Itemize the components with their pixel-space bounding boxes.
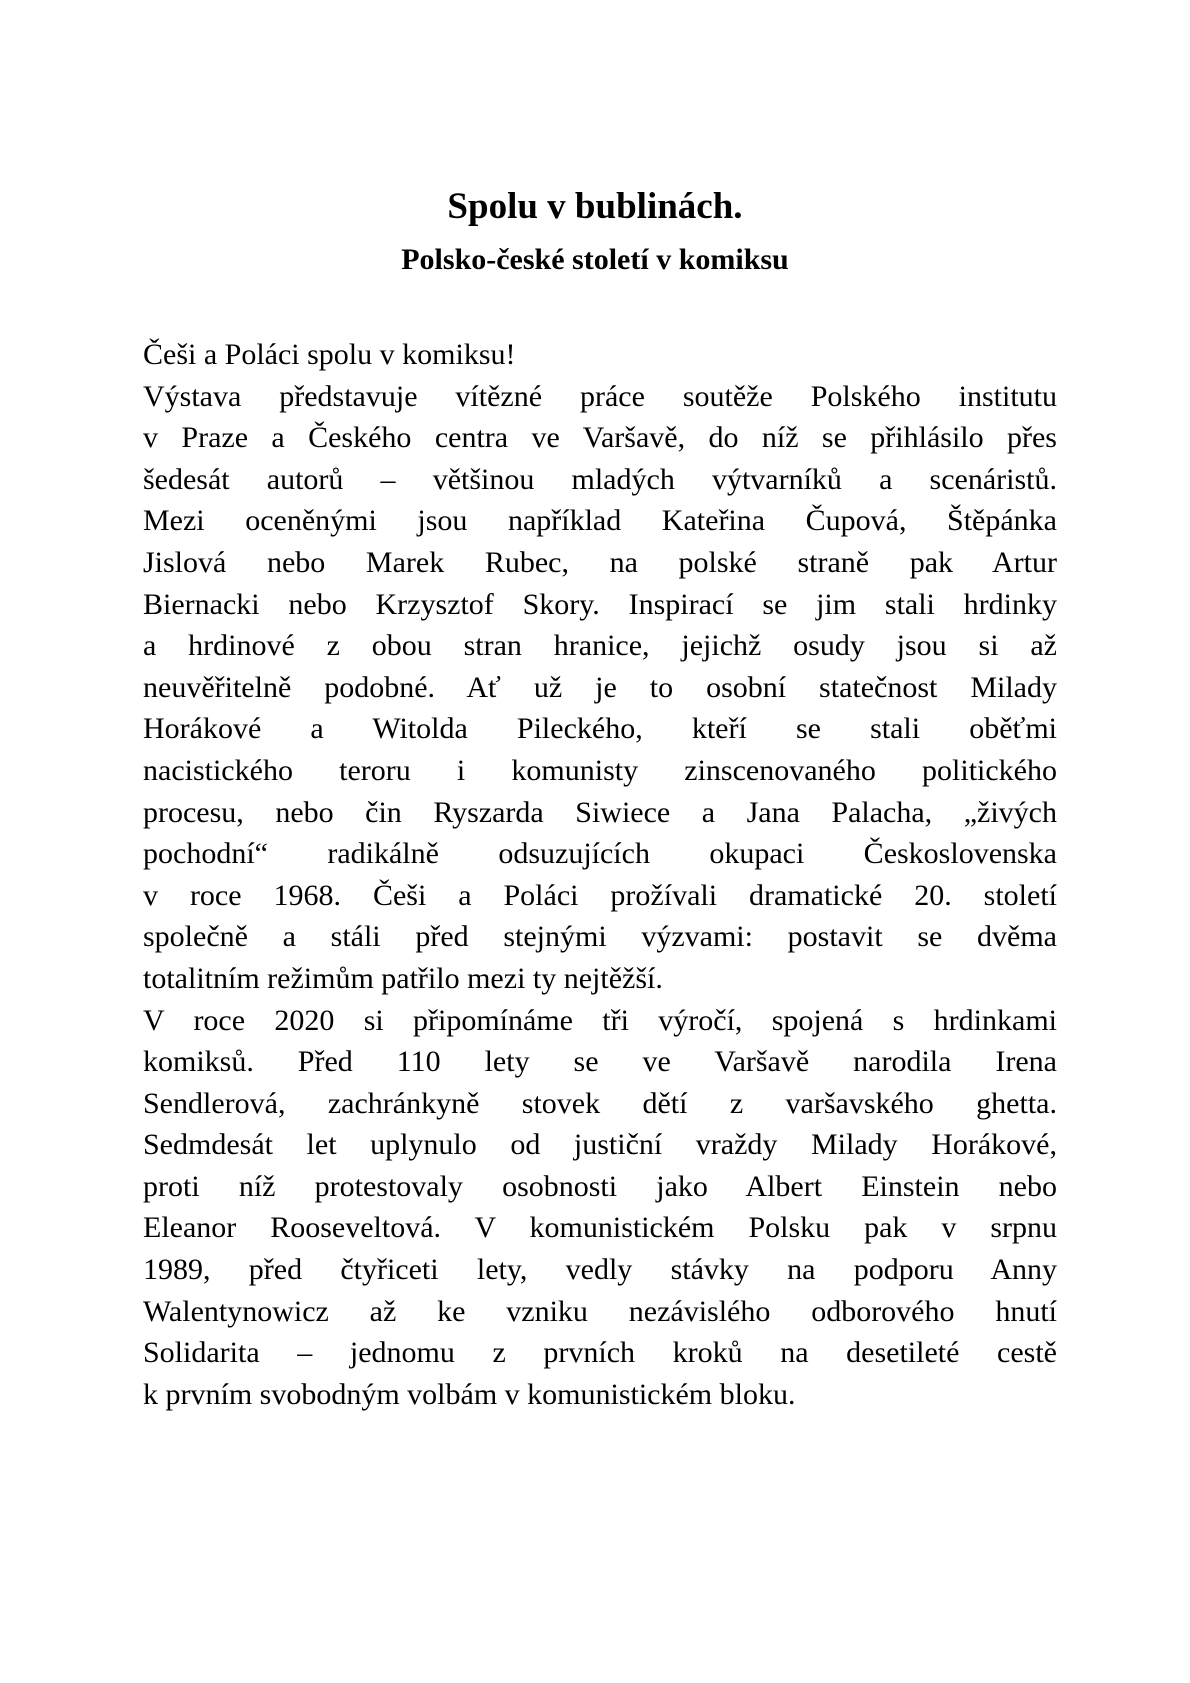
text-line: Walentynowicz až ke vzniku nezávislého odborového hnutí (143, 1294, 1057, 1328)
text-line: k prvním svobodným volbám v komunistickém bloku. (143, 1377, 796, 1411)
text-line: proti níž protestovaly osobnosti jako Albert Einstein nebo (143, 1169, 1057, 1203)
text-line: Mezi oceněnými jsou například Kateřina Čupová, Štěpánka (143, 504, 1057, 538)
text-line: Výstava představuje vítězné práce soutěže Polského institutu (143, 379, 1057, 413)
text-line: totalitním režimům patřilo mezi ty nejtěžší. (143, 961, 663, 995)
document-title: Spolu v bublinách. (447, 186, 743, 227)
body-text (143, 334, 1057, 1415)
text-line: a hrdinové z obou stran hranice, jejichž osudy jsou si až (143, 629, 1057, 663)
text-line: Eleanor Rooseveltová. V komunistickém Polsku pak v srpnu (143, 1211, 1057, 1245)
text-line: společně a stáli před stejnými výzvami: postavit se dvěma (143, 920, 1057, 954)
text-line: procesu, nebo čin Ryszarda Siwiece a Jana Palacha, „živých (143, 795, 1057, 829)
text-line: neuvěřitelně podobné. Ať už je to osobní statečnost Milady (143, 670, 1057, 704)
document-subtitle: Polsko-české století v komiksu (401, 243, 789, 276)
text-line: Biernacki nebo Krzysztof Skory. Inspirací se jim stali hrdinky (143, 587, 1057, 621)
text-line: Solidarita – jednomu z prvních kroků na desetileté cestě (143, 1336, 1057, 1370)
text-line: pochodní“ radikálně odsuzujících okupaci Československa (143, 837, 1057, 871)
text-line: šedesát autorů – většinou mladých výtvarníků a scenáristů. (143, 462, 1057, 496)
text-line: v roce 1968. Češi a Poláci prožívali dramatické 20. století (143, 878, 1057, 912)
text-line: Sendlerová, zachránkyně stovek dětí z varšavského ghetta. (143, 1086, 1057, 1120)
text-line: Jislová nebo Marek Rubec, na polské straně pak Artur (143, 545, 1057, 579)
text-line: 1989, před čtyřiceti lety, vedly stávky na podporu Anny (143, 1253, 1057, 1287)
text-line: Sedmdesát let uplynulo od justiční vraždy Milady Horákové, (143, 1128, 1057, 1162)
text-line: Horákové a Witolda Pileckého, kteří se stali oběťmi (143, 712, 1057, 746)
text-line: v Praze a Českého centra ve Varšavě, do níž se přihlásilo přes (143, 421, 1057, 455)
text-line: nacistického teroru i komunisty zinscenovaného politického (143, 753, 1057, 787)
text-line: V roce 2020 si připomínáme tři výročí, spojená s hrdinkami (143, 1003, 1057, 1037)
text-line: Češi a Poláci spolu v komiksu! (143, 338, 516, 371)
text-line: komiksů. Před 110 lety se ve Varšavě narodila Irena (143, 1045, 1057, 1079)
